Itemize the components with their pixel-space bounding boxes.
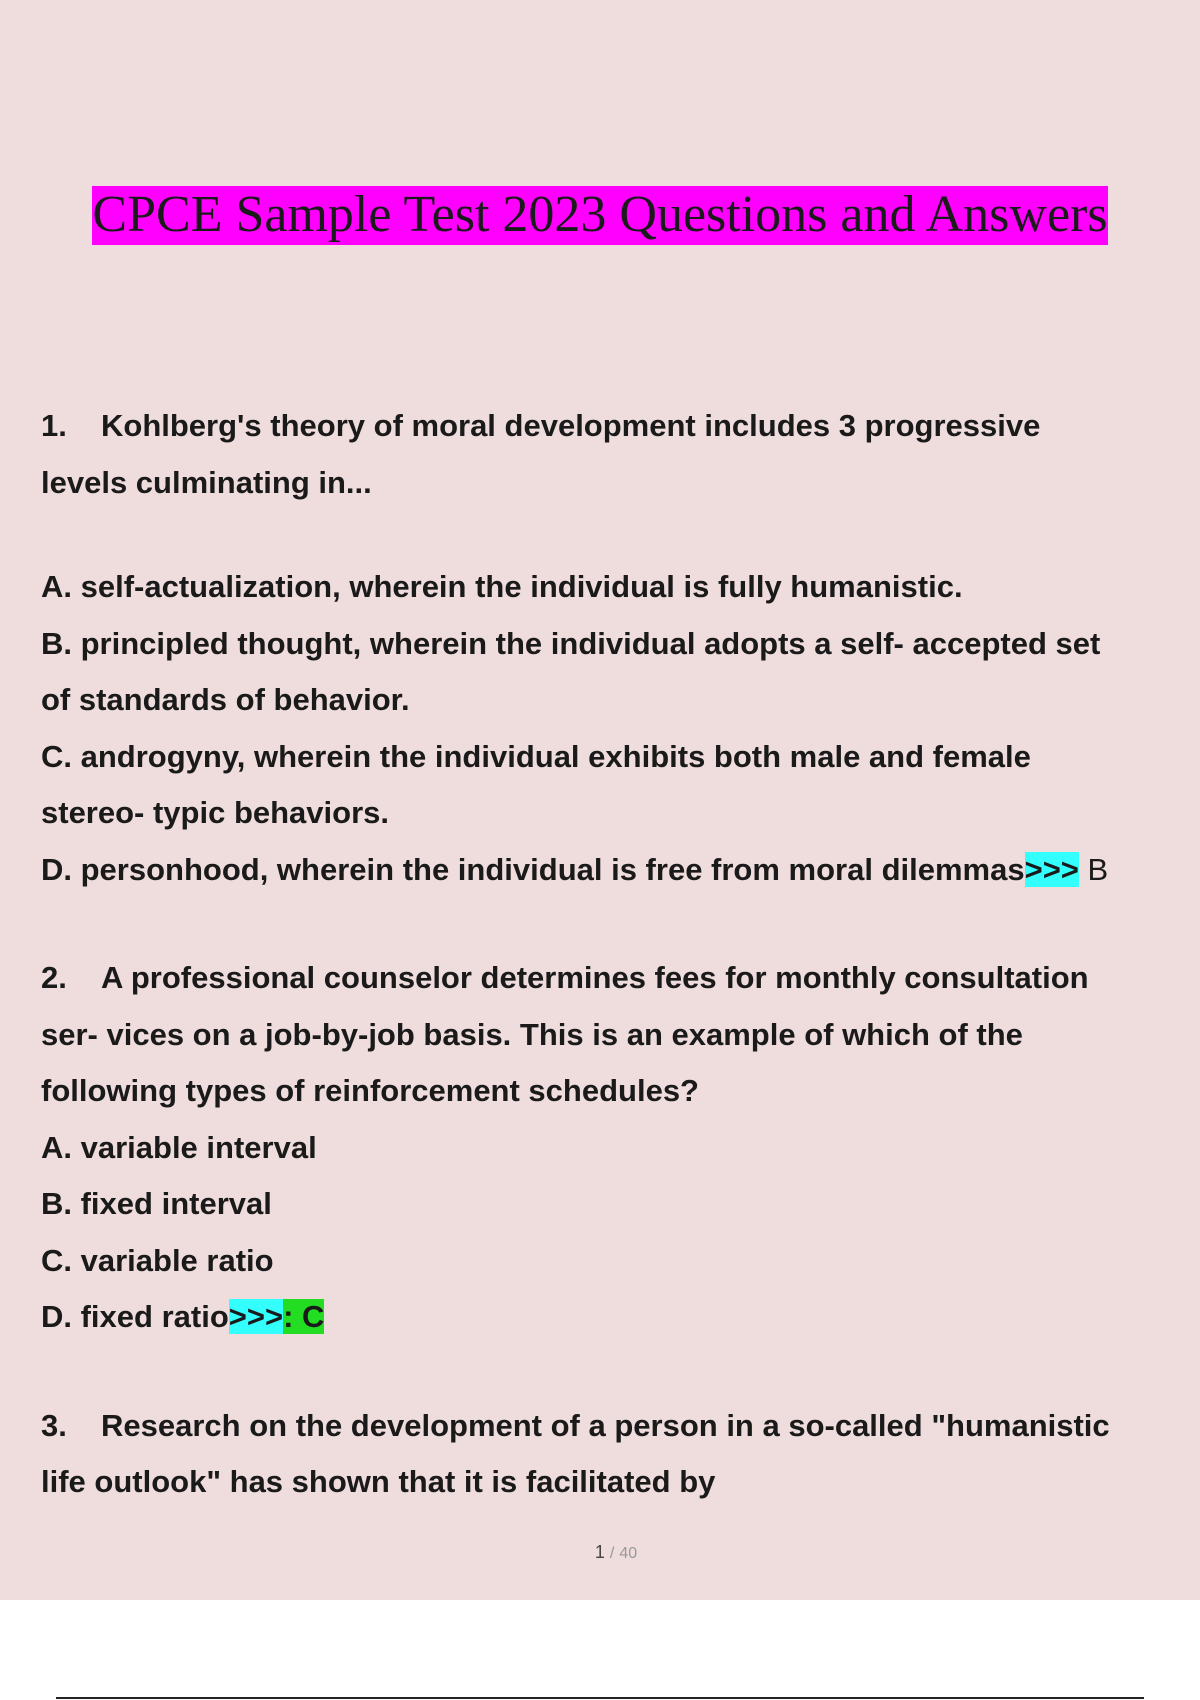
question-number: 3.: [41, 1407, 67, 1443]
page-divider: [56, 1697, 1144, 1699]
question-stem-line: 3. Research on the development of a person in a so-called "humanistic: [41, 1398, 1171, 1455]
question-number: 2.: [41, 960, 67, 995]
answer-option: D. personhood, wherein the individual is free from moral dilemmas>>> B: [41, 851, 1109, 887]
answer-option: C. variable ratio: [41, 1242, 274, 1278]
question-3: [41, 1398, 1171, 1511]
question-stem-line: 2. A professional counselor determines fees for monthly consultation: [41, 950, 1171, 1007]
page-separator: /: [609, 1545, 615, 1562]
page-indicator: [0, 1542, 1200, 1563]
answer-option: stereo- typic behaviors.: [41, 795, 390, 830]
question-2: [41, 950, 1171, 1346]
correct-answer: : C: [283, 1299, 325, 1334]
question-stem-line: ser- vices on a job-by-job basis. This is an example of which of the: [41, 1016, 1023, 1052]
answer-marker: >>>: [1024, 851, 1079, 887]
total-pages: 40: [619, 1545, 638, 1562]
title-highlight: CPCE Sample Test 2023 Questions and Answers: [92, 186, 1108, 243]
current-page: 1: [594, 1542, 605, 1562]
answer-option: D. fixed ratio>>>: C: [41, 1299, 325, 1334]
answer-option: B. principled thought, wherein the individual adopts a self- accepted set: [41, 625, 1101, 661]
question-1: [41, 398, 1171, 898]
answer-option: C. androgyny, wherein the individual exhibits both male and female: [41, 738, 1031, 774]
question-stem-line: 1. Kohlberg's theory of moral development includes 3 progressive: [41, 398, 1171, 455]
question-stem-line: levels culminating in...: [41, 464, 372, 500]
answer-option: A. variable interval: [41, 1129, 317, 1165]
question-number: 1.: [41, 408, 67, 443]
answer-option: A. self-actualization, wherein the individual is fully humanistic.: [41, 569, 963, 604]
document-title: [0, 183, 1200, 247]
answer-option: of standards of behavior.: [41, 682, 410, 717]
question-list: [41, 398, 1171, 1511]
question-stem-line: following types of reinforcement schedules?: [41, 1073, 699, 1108]
question-stem-line: life outlook" has shown that it is facilitated by: [41, 1464, 716, 1499]
correct-answer: B: [1078, 851, 1109, 887]
answer-marker: >>>: [228, 1299, 284, 1334]
answer-option: B. fixed interval: [41, 1186, 272, 1221]
